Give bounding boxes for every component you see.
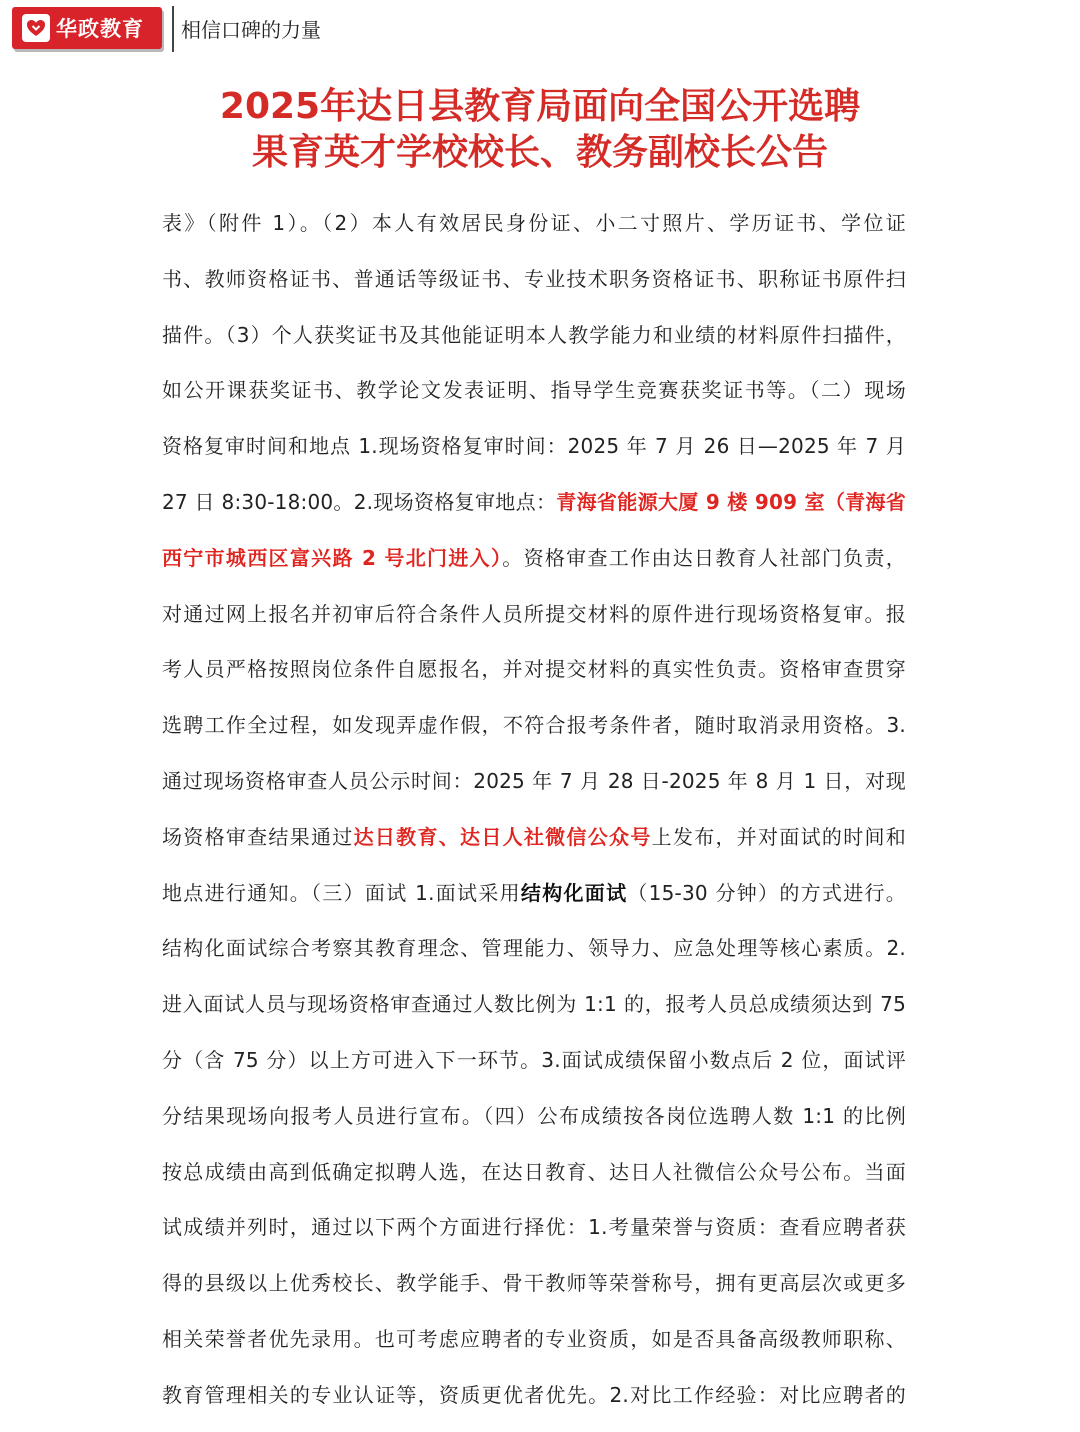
body-text: 试成绩并列时，通过以下两个方面进行择优：1.考量荣誉与资质：查看应聘者获 (162, 1215, 906, 1240)
body-text: 选聘工作全过程，如发现弄虚作假，不符合报考条件者，随时取消录用资格。3. (162, 713, 906, 738)
body-line (162, 1033, 906, 1089)
page-title-line-1: 2025年达日县教育局面向全国公开选聘 (219, 86, 861, 127)
body-text: 地点进行通知。（三）面试 1.面试采用 (162, 880, 521, 905)
body-text: 对通过网上报名并初审后符合条件人员所提交材料的原件进行现场资格复审。报 (162, 601, 906, 626)
body-line (162, 921, 906, 977)
body-text: 进入面试人员与现场资格审查通过人数比例为 1:1 的，报考人员总成绩须达到 75 (162, 992, 906, 1017)
brand-slogan: 相信口碑的力量 (181, 18, 321, 42)
brand-name: 华政教育 (56, 17, 144, 41)
body-text: 。资格审查工作由达日教育人社部门负责， (502, 545, 906, 570)
body-text: 27 日 8:30-18:00。2.现场资格复审地点： (162, 489, 557, 514)
header-divider (172, 6, 174, 52)
body-line (162, 1200, 906, 1256)
body-text: 教育管理相关的专业认证等，资质更优者优先。2.对比工作经验：对比应聘者的 (162, 1382, 906, 1407)
body-line (162, 977, 906, 1033)
body-line (162, 196, 906, 252)
body-text: 按总成绩由高到低确定拟聘人选，在达日教育、达日人社微信公众号公布。当面 (162, 1159, 906, 1184)
body-line (162, 1145, 906, 1201)
body-line (162, 475, 906, 531)
body-text: 分结果现场向报考人员进行宣布。（四）公布成绩按各岗位选聘人数 1:1 的比例 (162, 1103, 906, 1128)
header (0, 0, 1080, 56)
body-text: 场资格审查结果通过 (162, 824, 354, 849)
body-line (162, 810, 906, 866)
body-text: 表》（附件 1）。（2）本人有效居民身份证、小二寸照片、学历证书、学位证 (162, 211, 906, 235)
page-title (0, 84, 1080, 176)
body-text: 考人员严格按照岗位条件自愿报名，并对提交材料的真实性负责。资格审查贯穿 (162, 657, 906, 682)
body-line (162, 363, 906, 419)
body-line (162, 1256, 906, 1312)
body-text: 结构化面试综合考察其教育理念、管理能力、领导力、应急处理等核心素质。2. (162, 936, 906, 961)
body-line (162, 419, 906, 475)
body-line (162, 1368, 906, 1424)
body-line (162, 308, 906, 364)
article-body (162, 196, 906, 1424)
body-text: 分（含 75 分）以上方可进入下一环节。3.面试成绩保留小数点后 2 位，面试评 (162, 1047, 906, 1072)
body-line (162, 587, 906, 643)
highlight-text: 达日教育、达日人社微信公众号 (353, 824, 652, 849)
brand-logo[interactable] (12, 7, 162, 49)
body-text: 描件。（3）个人获奖证书及其他能证明本人教学能力和业绩的材料原件扫描件， (162, 322, 906, 347)
body-text: 得的县级以上优秀校长、教学能手、骨干教师等荣誉称号，拥有更高层次或更多 (162, 1271, 906, 1296)
body-line (162, 252, 906, 308)
body-line (162, 754, 906, 810)
body-line (162, 698, 906, 754)
brand-logo-icon (22, 14, 50, 42)
body-line (162, 531, 906, 587)
body-text: （15-30 分钟）的方式进行。 (627, 880, 906, 905)
page-title-line-2: 果育英才学校校长、教务副校长公告 (251, 132, 828, 173)
body-text: 书、教师资格证书、普通话等级证书、专业技术职务资格证书、职称证书原件扫 (162, 266, 906, 291)
body-line (162, 866, 906, 922)
bold-text: 结构化面试 (520, 880, 628, 905)
body-text: 相关荣誉者优先录用。也可考虑应聘者的专业资质，如是否具备高级教师职称、 (162, 1326, 906, 1351)
highlight-text: 西宁市城西区富兴路 2 号北门进入） (162, 545, 503, 570)
body-line (162, 1312, 906, 1368)
highlight-text: 青海省能源大厦 9 楼 909 室（青海省 (556, 489, 906, 514)
body-line (162, 642, 906, 698)
body-text: 如公开课获奖证书、教学论文发表证明、指导学生竞赛获奖证书等。（二）现场 (162, 378, 906, 403)
body-text: 上发布，并对面试的时间和 (651, 824, 906, 849)
body-line (162, 1089, 906, 1145)
body-text: 资格复审时间和地点 1.现场资格复审时间：2025 年 7 月 26 日—2025 年 7 月 (162, 434, 906, 459)
body-text: 通过现场资格审查人员公示时间：2025 年 7 月 28 日-2025 年 8 月 1 日，对现 (162, 768, 906, 793)
